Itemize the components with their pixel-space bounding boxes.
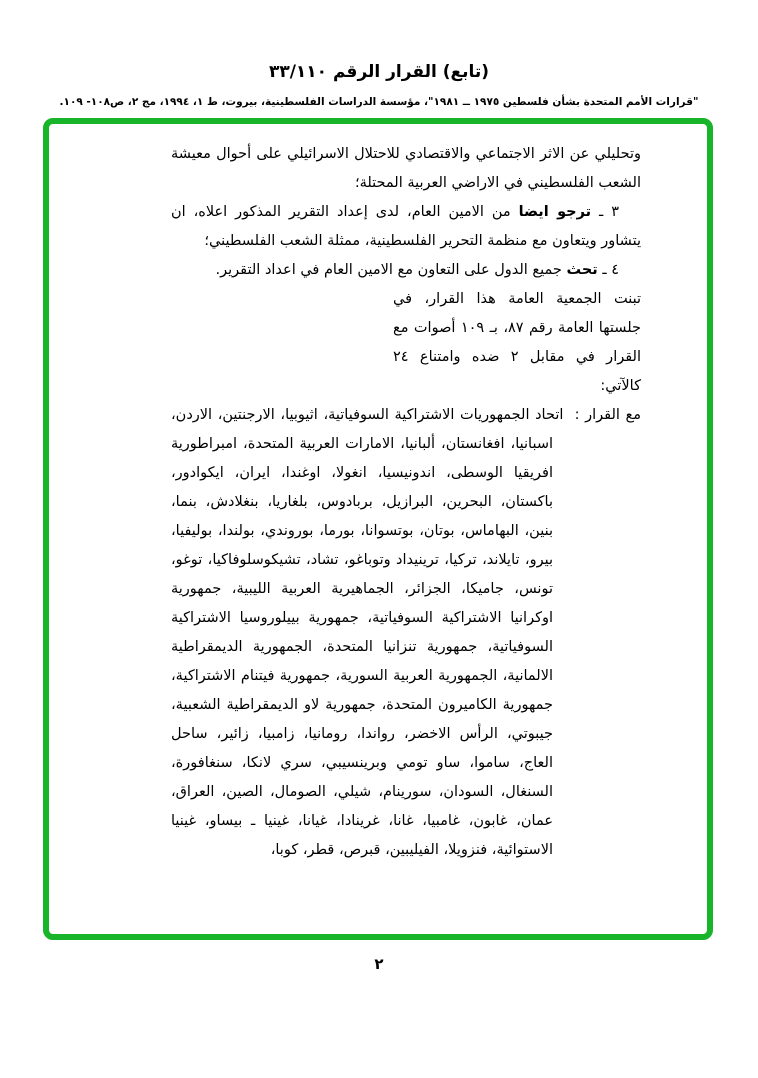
paragraph-3-number: ٣ ـ [591,204,619,220]
paragraph-4-text: جميع الدول على التعاون مع الامين العام في اعداد التقرير. [215,262,567,278]
paragraph-3-text: من الامين العام، لدى إعداد التقرير المذكور اعلاه، ان يتشاور ويتعاون مع منظمة التحرير الفلسطينية، ممثلة الشعب الفلسطيني؛ [171,204,641,249]
body-text [49,124,707,875]
adoption-note: تبنت الجمعية العامة هذا القرار، في جلستها العامة رقم ٨٧، بـ ١٠٩ أصوات مع القرار في مقابل ٢ ضده وامتناع ٢٤ كالآتي: [393,291,641,394]
content-border-box [43,118,713,940]
intro-paragraph: وتحليلي عن الاثر الاجتماعي والاقتصادي للاحتلال الاسرائيلي على أحوال معيشة الشعب الفلسطيني في الاراضي العربية المحتلة؛ [171,146,641,191]
paragraph-3 [171,198,641,256]
paragraph-3-bold: ترجو ايضا [518,204,592,220]
paragraph-4 [171,256,641,285]
page-number: ٢ [374,955,384,973]
page-title: (تابع) القرار الرقم ٣٣/١١٠ [268,62,490,82]
page-header [0,0,758,108]
citation-line: "قرارات الأمم المتحدة بشأن فلسطين ١٩٧٥ ــ ١٩٨١"، مؤسسة الدراسات الفلسطينية، بيروت، ط ١، ١٩٩٤، مج ٢، ص١٠٨- ١٠٩. [59,96,699,108]
vote-result [171,401,641,865]
vote-label: مع القرار : [574,407,641,423]
paragraph-4-bold: تحث [566,262,598,278]
paragraph-4-number: ٤ ـ [597,262,619,278]
vote-countries: اتحاد الجمهوريات الاشتراكية السوفياتية، اثيوبيا، الارجنتين، الاردن، اسبانيا، افغانستان، ألبانيا، الامارات العربية المتحدة، امبراطورية افريقيا الوسطى، اندونيسيا، انغولا، اوغندا، ايران، ايكوادور، باكستان، البحرين، البرازيل، بربادوس، بلغاريا، بنغلادش، بنما، بنين، البهاماس، بوتان، بوتسوانا، بورما، بوروندي، بولندا، بوليفيا، بيرو، تايلاند، تركيا، ترينيداد وتوباغو، تشاد، تشيكوسلوفاكيا، توغو، تونس، جاميكا، الجزائر، الجماهيرية العربية الليبية، جمهورية اوكرانيا الاشتراكية السوفياتية، جمهورية بييلوروسيا الاشتراكية السوفياتية، جمهورية تنزانيا المتحدة، الجمهورية الديمقراطية الالمانية، الجمهورية العربية السورية، جمهورية فيتنام الاشتراكية، جمهورية الكاميرون المتحدة، جمهورية لاو الديمقراطية الشعبية، جيبوتي، الرأس الاخضر، رواندا، رومانيا، زامبيا، زائير، ساحل العاج، ساموا، ساو تومي وبرينسيبي، سري لانكا، سنغافورة، السنغال، السودان، سورينام، شيلي، الصومال، الصين، العراق، عمان، غابون، غامبيا، غانا، غرينادا، غيانا، غينيا ـ بيساو، غينيا الاستوائية، فنزويلا، الفيليبين، قبرص، قطر، كوبا، [171,407,564,858]
page-footer [0,954,758,973]
